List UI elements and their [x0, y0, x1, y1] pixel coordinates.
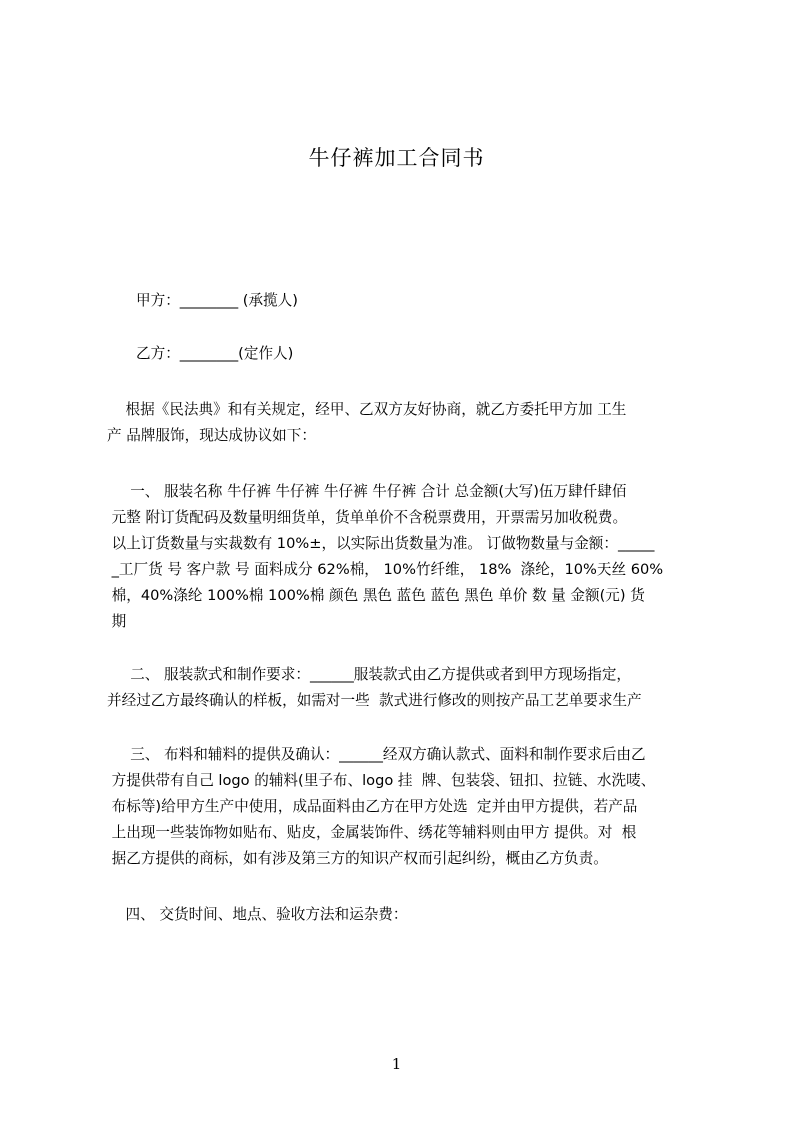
- section1-line-6: 期: [107, 613, 127, 630]
- section1-line-3: 以上订货数量与实裁数有 10%±，以实际出货数量为准。 订做物数量与金额：_____: [107, 535, 655, 552]
- section3-line-3: 布标等)给甲方生产中使用，成品面料由乙方在甲方处选 定并由甲方提供，若产品: [107, 798, 638, 815]
- section3-line-4: 上出现一些装饰物如贴布、贴皮，金属装饰件、绣花等辅料则由甲方 提供。对 根: [107, 824, 637, 841]
- section2-line-1: 二、 服装款式和制作要求：______服装款式由乙方提供或者到甲方现场指定，: [107, 666, 632, 683]
- page-number: 1: [391, 1055, 402, 1073]
- section3-line-2: 方提供带有自己 logo 的辅料(里子布、logo 挂 牌、包装袋、钮扣、拉链、水洗唛、: [107, 772, 656, 789]
- intro-line-2: 产 品牌服饰，现达成协议如下：: [107, 427, 316, 444]
- party-a: 甲方：________ (承揽人): [136, 292, 298, 309]
- section1-line-5: 棉，40%涤纶 100%棉 100%棉 颜色 黑色 蓝色 蓝色 黑色 单价 数 量 金额(元) 货: [107, 587, 645, 604]
- section3-line-5: 据乙方提供的商标，如有涉及第三方的知识产权而引起纠纷，概由乙方负责。: [107, 850, 608, 867]
- section3-line-1: 三、 布料和辅料的提供及确认：______经双方确认款式、面料和制作要求后由乙: [107, 746, 646, 763]
- document-title: 牛仔裤加工合同书: [308, 146, 485, 170]
- section1-line-1: 一、 服装名称 牛仔裤 牛仔裤 牛仔裤 牛仔裤 合计 总金额(大写)伍万肆仟肆佰: [107, 483, 627, 500]
- section2-line-2: 并经过乙方最终确认的样板，如需对一些 款式进行修改的则按产品工艺单要求生产: [107, 692, 642, 709]
- section1-line-2: 元整 附订货配码及数量明细货单，货单单价不含税票费用，开票需另加收税费。: [107, 509, 628, 526]
- intro-line-1: 根据《民法典》和有关规定，经甲、乙双方友好协商，就乙方委托甲方加 工生: [107, 401, 627, 418]
- party-b: 乙方：________(定作人): [136, 345, 294, 362]
- section1-line-4: _工厂货 号 客户款 号 面料成分 62%棉， 10%竹纤维， 18% 涤纶，10%天丝 60%: [107, 561, 664, 578]
- section4-heading: 四、 交货时间、地点、验收方法和运杂费：: [107, 906, 408, 923]
